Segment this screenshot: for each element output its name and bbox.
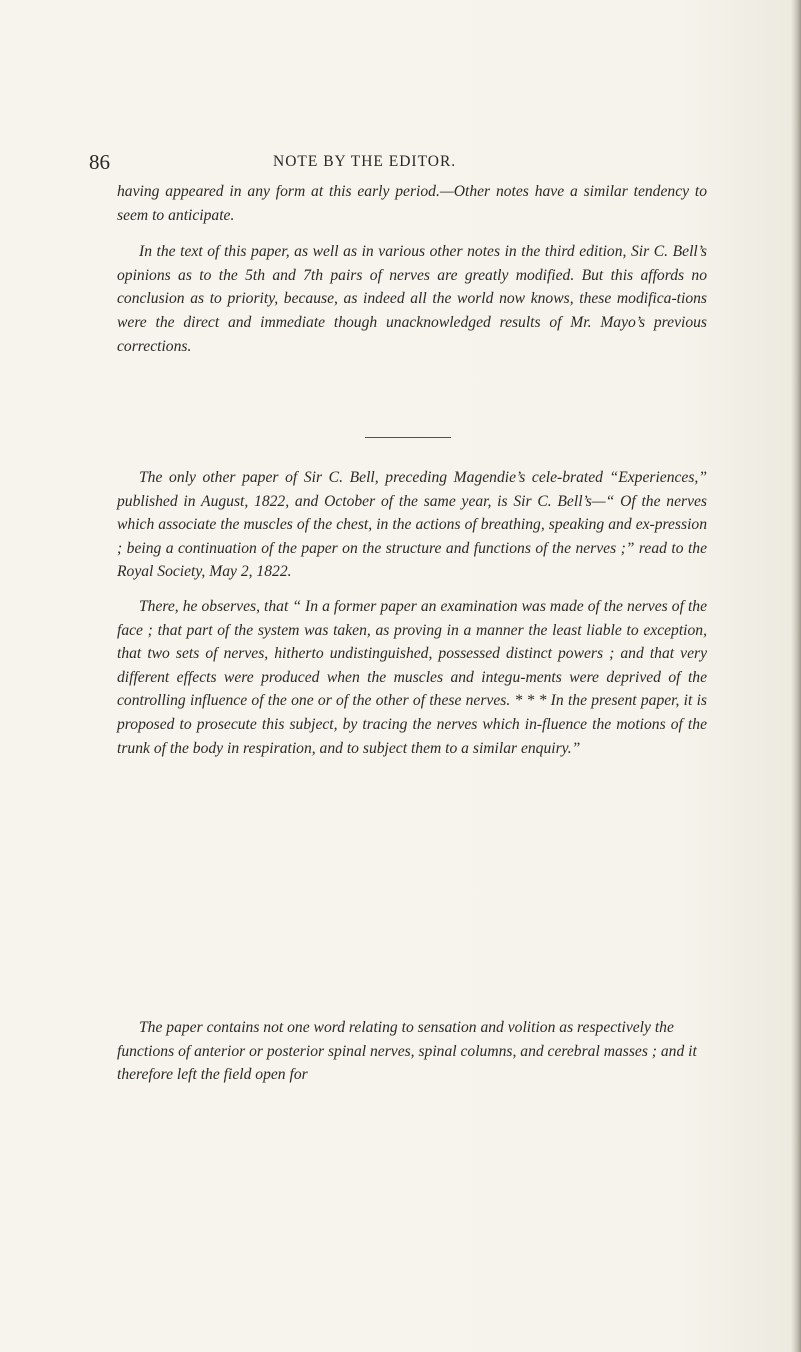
running-head: NOTE BY THE EDITOR. xyxy=(273,153,457,170)
text-block-middle xyxy=(117,466,707,760)
page-edge-shadow xyxy=(791,0,801,1352)
paragraph-third-edition: In the text of this paper, as well as in various other notes in the third edition, Sir C. Bell’s opinions as to the 5th and 7th pairs of nerves are greatly modified. But this affords no conclusion as to priority, because, as indeed all the world now knows, these modifica-tions were the direct and immediate though unacknowledged results of Mr. Mayo’s previous corrections. xyxy=(117,243,707,355)
text-block-top xyxy=(117,180,707,358)
paragraph-final: The paper contains not one word relating to sensation and volition as respectively the functions of anterior or posterior spinal nerves, spinal columns, and cerebral masses ; and it therefore left the field open for xyxy=(117,1019,697,1084)
page-number: 86 xyxy=(89,150,110,174)
section-divider-rule xyxy=(365,437,451,438)
paragraph-quotation: There, he observes, that “ In a former paper an examination was made of the nerves of the face ; that part of the system was taken, as proving in a manner the least liable to exception, that two sets of nerves, hitherto undistinguished, possessed distinct powers ; and that very different effects were produced when the muscles and integu-ments were deprived of the controlling influence of the one or of the other of these nerves. * * * In the present paper, it is proposed to prosecute this subject, by tracing the nerves which in-fluence the motions of the trunk of the body in respiration, and to subject them to a similar enquiry.” xyxy=(117,597,707,757)
paragraph-only-other-paper: The only other paper of Sir C. Bell, preceding Magendie’s cele-brated “Experiences,” published in August, 1822, and October of the same year, is Sir C. Bell’s—“ Of the nerves which associate the muscles of the chest, in the actions of breathing, speaking and ex-pression ; being a continuation of the paper on the structure and functions of the nerves ;” read to the Royal Society, May 2, 1822. xyxy=(117,469,707,581)
paragraph-continuation: having appeared in any form at this early period.—Other notes have a similar tendency to seem to anticipate. xyxy=(117,183,707,224)
text-block-bottom xyxy=(117,1016,707,1087)
